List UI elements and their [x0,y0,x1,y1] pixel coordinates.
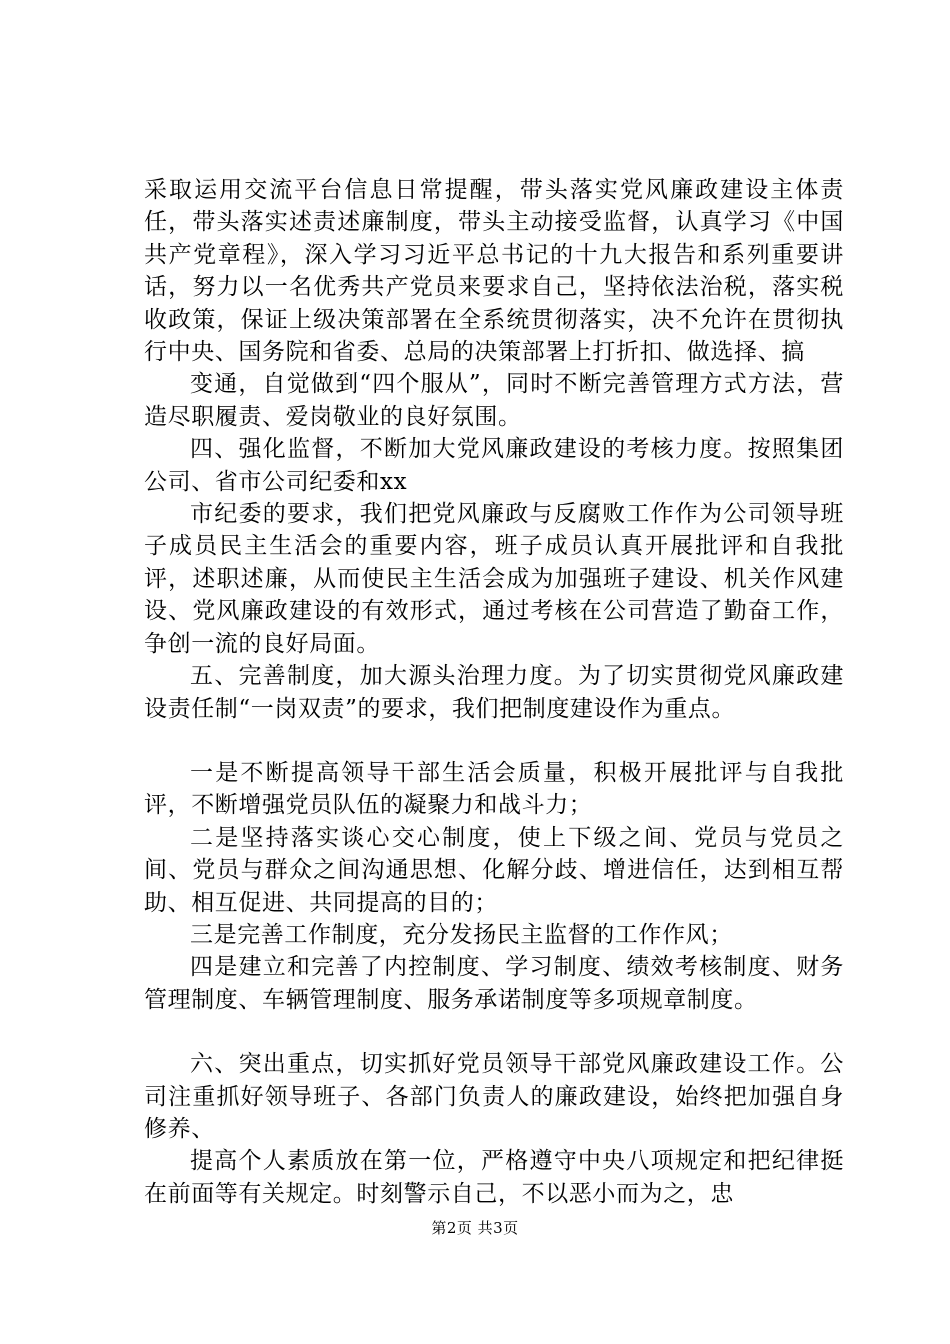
paragraph-2: 变通，自觉做到“四个服从”，同时不断完善管理方式方法，营造尽职履责、爱岗敬业的良好氛围。 [144,371,844,430]
paragraph-5: 五、完善制度，加大源头治理力度。为了切实贯彻党风廉政建设责任制“一岗双责”的要求，我们把制度建设作为重点。 [144,663,844,722]
paragraph-7: 二是坚持落实谈心交心制度，使上下级之间、党员与党员之间、党员与群众之间沟通思想、化解分歧、增进信任，达到相互帮助、相互促进、共同提高的目的； [144,824,844,916]
paragraph-11: 提高个人素质放在第一位，严格遵守中央八项规定和把纪律挺在前面等有关规定。时刻警示自己，不以恶小而为之，忠 [144,1148,844,1207]
paragraph-6: 一是不断提高领导干部生活会质量，积极开展批评与自我批评，不断增强党员队伍的凝聚力和战斗力； [144,759,844,819]
paragraph-3: 四、强化监督，不断加大党风廉政建设的考核力度。按照集团公司、省市公司纪委和xx [144,436,844,495]
paragraph-4: 市纪委的要求，我们把党风廉政与反腐败工作作为公司领导班子成员民主生活会的重要内容，班子成员认真开展批评和自我批评，述职述廉，从而使民主生活会成为加强班子建设、机关作风建设、党风廉政建设的有效形式，通过考核在公司营造了勤奋工作，争创一流的良好局面。 [144,501,844,657]
page-footer: 第2页 共3页 [431,1219,519,1237]
document-body [144,174,844,1210]
paragraph-1: 采取运用交流平台信息日常提醒，带头落实党风廉政建设主体责任，带头落实述责述廉制度，带头主动接受监督，认真学习《中国共产党章程》，深入学习习近平总书记的十九大报告和系列重要讲话，努力以一名优秀共产党员来要求自己，坚持依法治税，落实税收政策，保证上级决策部署在全系统贯彻落实，决不允许在贯彻执行中央、国务院和省委、总局的决策部署上打折扣、做选择、搞 [144,177,844,366]
paragraph-10: 六、突出重点，切实抓好党员领导干部党风廉政建设工作。公司注重抓好领导班子、各部门负责人的廉政建设，始终把加强自身修养、 [144,1051,844,1142]
paragraph-9: 四是建立和完善了内控制度、学习制度、绩效考核制度、财务管理制度、车辆管理制度、服务承诺制度等多项规章制度。 [144,954,844,1013]
paragraph-8: 三是完善工作制度，充分发扬民主监督的工作作风； [190,921,733,948]
